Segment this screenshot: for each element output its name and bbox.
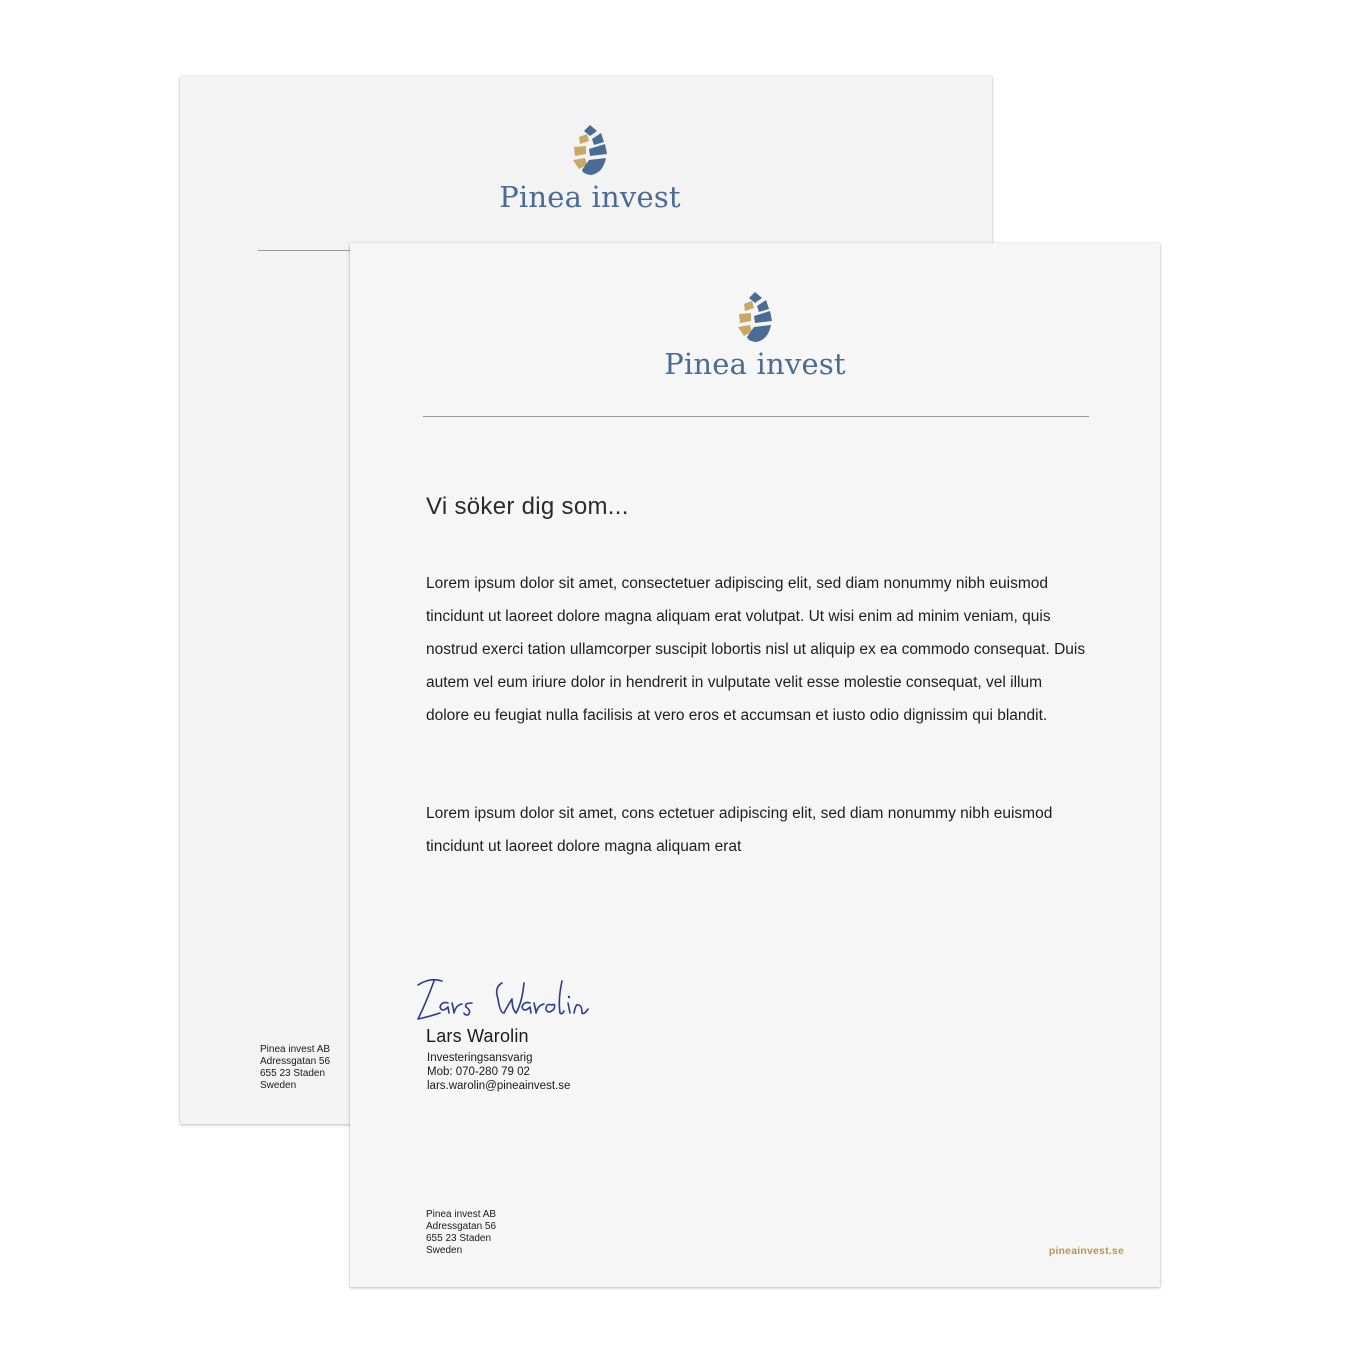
signer-name: Lars Warolin (426, 1026, 529, 1046)
signer-email: lars.warolin@pineainvest.se (427, 1080, 571, 1092)
address-city: 655 23 Staden (260, 1068, 326, 1079)
signer-details (427, 1051, 570, 1093)
pine-cone-icon (570, 123, 610, 177)
letterhead-front-sheet (350, 243, 1160, 1287)
address-street: Adressgatan 56 (260, 1056, 331, 1067)
letter-heading: Vi söker dig som... (426, 493, 629, 520)
signer-title: Investeringsansvarig (427, 1052, 533, 1064)
address-street: Adressgatan 56 (426, 1221, 497, 1232)
company-address (426, 1209, 496, 1257)
header-divider (258, 250, 350, 251)
brand-logo (645, 290, 865, 379)
company-address (260, 1044, 330, 1092)
pine-cone-icon (735, 290, 775, 344)
handwritten-signature (412, 973, 612, 1029)
address-country: Sweden (260, 1080, 297, 1091)
body-paragraph: Lorem ipsum dolor sit amet, cons ectetuer adipiscing elit, sed diam nonummy nibh euismod tincidunt ut laoreet dolore magna aliquam erat (426, 805, 1053, 855)
address-company: Pinea invest AB (426, 1209, 497, 1220)
brand-name: Pinea invest (664, 347, 846, 381)
address-city: 655 23 Staden (426, 1233, 492, 1244)
body-paragraph: Lorem ipsum dolor sit amet, consectetuer adipiscing elit, sed diam nonummy nibh euismod tincidunt ut laoreet dolore magna aliquam erat volutpat. Ut wisi enim ad minim veniam, quis nostrud exerci tation ullamcorper suscipit lobortis nisl ut aliquip ex ea commodo consequat. Duis autem vel eum iriure dolor in hendrerit in vulputate velit esse molestie consequat, vel illum dolore eu feugiat nulla facilisis at vero eros et accumsan et iusto odio dignissim qui blandit. (426, 575, 1086, 724)
website-url: pineainvest.se (1048, 1245, 1124, 1257)
signer-mobile: Mob: 070-280 79 02 (427, 1066, 530, 1078)
brand-logo (480, 123, 700, 212)
address-country: Sweden (426, 1245, 463, 1256)
brand-name: Pinea invest (499, 180, 681, 214)
address-company: Pinea invest AB (260, 1044, 331, 1055)
header-divider (423, 416, 1089, 417)
